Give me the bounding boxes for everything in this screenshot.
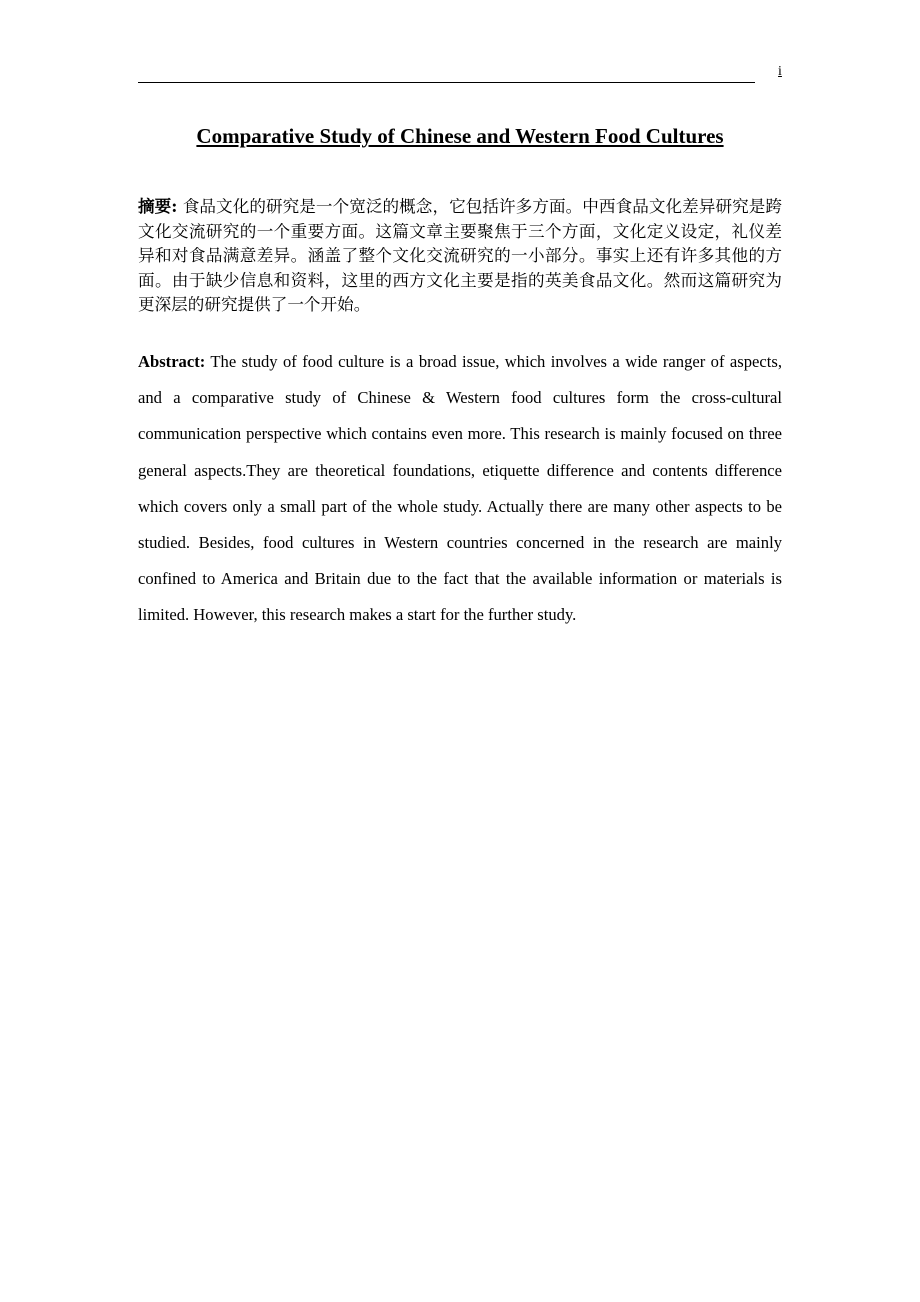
chinese-abstract <box>138 194 782 318</box>
document-title: Comparative Study of Chinese and Western Food Cultures <box>196 124 724 148</box>
page-number: i <box>778 64 782 79</box>
english-abstract-text: The study of food culture is a broad issue, which involves a wide ranger of aspects, and a comparative study of Chinese & Western food cultures form the cross-cultural communication perspective which contains even more. This research is mainly focused on three general aspects.They are theoretical foundations, etiquette difference and contents difference which covers only a small part of the whole study. Actually there are many other aspects to be studied. Besides, food cultures in Western countries concerned in the research are mainly confined to America and Britain due to the fact that the available information or materials is limited. However, this research makes a start for the further study. <box>138 352 782 625</box>
chinese-abstract-text: 食品文化的研究是一个宽泛的概念，它包括许多方面。中西食品文化差异研究是跨文化交流研究的一个重要方面。这篇文章主要聚焦于三个方面，文化定义设定，礼仪差异和对食品满意差异。涵盖了整个文化交流研究的一小部分。事实上还有许多其他的方面。由于缺少信息和资料，这里的西方文化主要是指的英美食品文化。然而这篇研究为更深层的研究提供了一个开始。 <box>138 197 782 314</box>
english-abstract <box>138 344 782 634</box>
header-rule <box>138 82 755 83</box>
chinese-abstract-label: 摘要: <box>138 196 178 216</box>
english-abstract-label: Abstract: <box>138 352 206 371</box>
